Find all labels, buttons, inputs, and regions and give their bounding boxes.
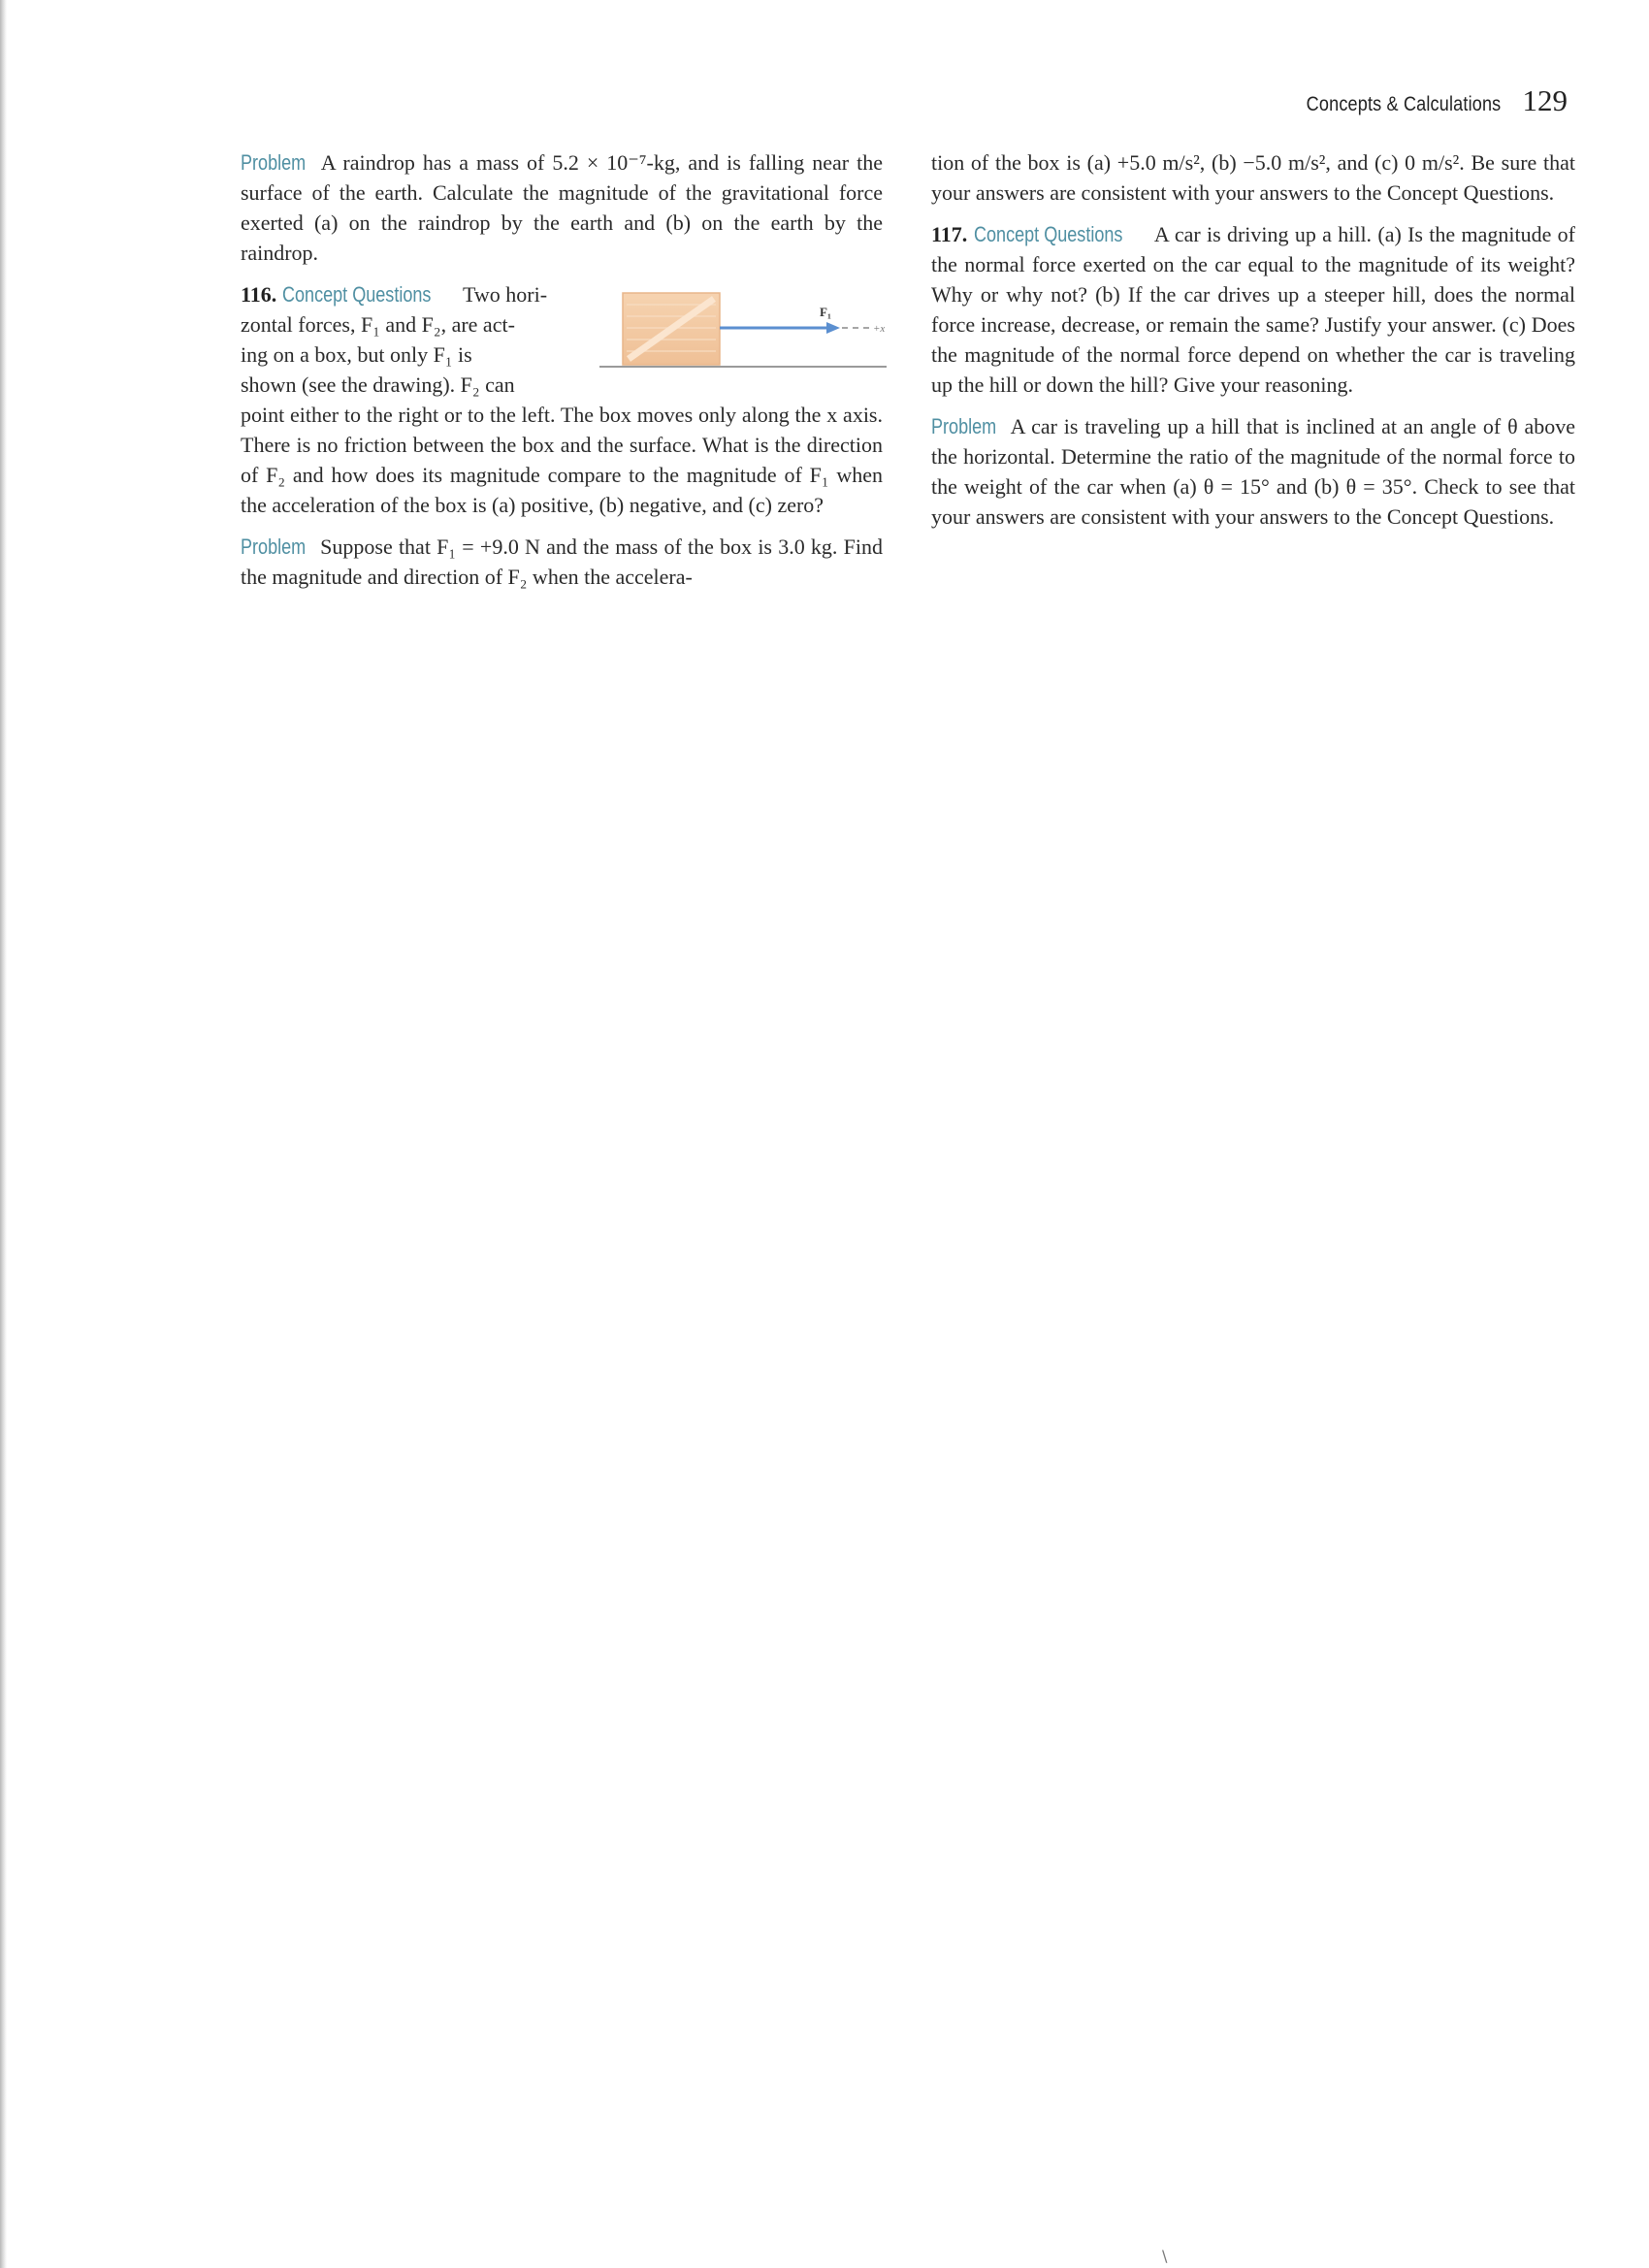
box-force-figure (598, 283, 889, 376)
question-number: 116. (241, 282, 277, 307)
page-header (986, 83, 1568, 118)
question-116 (241, 279, 886, 520)
running-title: Concepts & Calculations (1306, 93, 1502, 115)
question-line-1: Two hori- (463, 282, 548, 307)
stray-mark: \ (1162, 2247, 1168, 2265)
problem-text: A raindrop has a mass of 5.2 × 10⁻⁷-kg, and is falling near the surface of the earth. Calculate the magnitude of the gravitational force exerted (a) on the raindrop by the earth and (b) on the earth by the raindrop. (241, 150, 883, 265)
problem-tag: Problem (241, 535, 307, 559)
problem-tag: Problem (931, 414, 997, 438)
question-line-3: ing on a box, but only F₁ is (241, 342, 472, 367)
question-117 (931, 219, 1575, 400)
question-number: 117. (931, 222, 968, 246)
box-diagram (598, 283, 889, 376)
axis-label-x: +x (873, 323, 886, 335)
concept-questions-tag: Concept Questions (281, 282, 432, 307)
question-text: A car is driving up a hill. (a) Is the magnitude of the normal force exerted on the car equal to the magnitude of its weight? Why or why not? (b) If the car drives up a steeper hill, does the normal force increase, decrease, or remain the same? Justify your answer. (c) Does the magnitude of the normal force depend on whether the car is traveling up the hill or down the hill? Give your reasoning. (931, 222, 1575, 397)
right-column (931, 147, 1575, 543)
problem-text: A car is traveling up a hill that is inclined at an angle of θ above the horizontal. Determine the ratio of the magnitude of the normal force to the weight of the car when (a) θ = 15° and (b) θ = 35°. Check to see that your answers are consistent with your answers to the Concept Questions. (931, 414, 1575, 529)
concept-questions-tag: Concept Questions (973, 222, 1123, 246)
problem-continuation: tion of the box is (a) +5.0 m/s², (b) −5.0 m/s², and (c) 0 m/s². Be sure that your answers are consistent with your answers to the Concept Questions. (931, 150, 1575, 205)
problem-text: Suppose that F₁ = +9.0 N and the mass of the box is 3.0 kg. Find the magnitude and direction of F₂ when the accelera- (241, 535, 884, 589)
problem-incline (931, 411, 1575, 532)
page-number: 129 (1522, 83, 1568, 117)
force-label-f1: F₁ (820, 305, 831, 319)
question-line-4: shown (see the drawing). F₂ can (241, 373, 515, 397)
force-arrowhead (826, 322, 840, 334)
question-text-rest: point either to the right or to the left. The box moves only along the x axis. There is no friction between the box and the surface. What is the direction of F₂ and how does its magnitude compare to the magnitude of F₁ when the acceleration of the box is (a) positive, (b) negative, and (c) zero? (241, 403, 883, 517)
left-column (241, 147, 886, 603)
problem-box-force (241, 532, 883, 592)
problem-tag: Problem (241, 150, 307, 175)
question-line-2: zontal forces, F₁ and F₂, are act- (241, 312, 515, 337)
page-binding-edge (0, 0, 7, 2268)
problem-raindrop (241, 147, 883, 268)
